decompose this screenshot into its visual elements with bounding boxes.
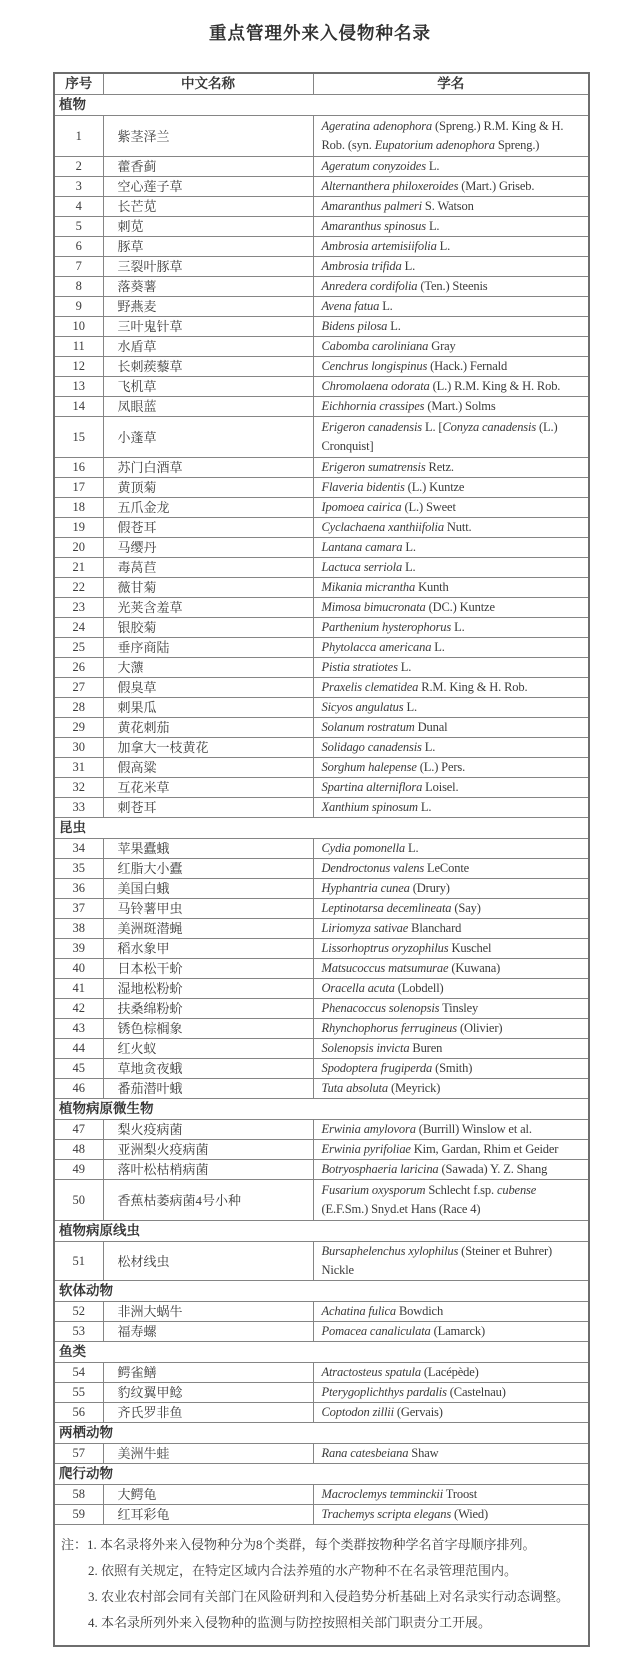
cell-chinese-name: 野燕麦	[103, 297, 313, 317]
cell-scientific-name: Solanum rostratum Dunal	[313, 718, 589, 738]
note-line: 注：1. 本名录将外来入侵物种分为8个类群，每个类群按物种学名首字母顺序排列。	[61, 1537, 536, 1552]
notes-cell	[54, 1525, 589, 1647]
cell-scientific-name: Ageratum conyzoides L.	[313, 157, 589, 177]
species-row	[54, 1403, 589, 1423]
cell-scientific-name: Tuta absoluta (Meyrick)	[313, 1079, 589, 1099]
cell-chinese-name: 长芒苋	[103, 197, 313, 217]
cell-chinese-name: 亚洲梨火疫病菌	[103, 1140, 313, 1160]
cell-chinese-name: 三叶鬼针草	[103, 317, 313, 337]
cell-chinese-name: 稻水象甲	[103, 939, 313, 959]
species-row	[54, 1059, 589, 1079]
cell-serial-number: 6	[54, 237, 103, 257]
species-row	[54, 839, 589, 859]
cell-scientific-name: Dendroctonus valens LeConte	[313, 859, 589, 879]
species-row	[54, 397, 589, 417]
species-row	[54, 177, 589, 197]
species-row	[54, 718, 589, 738]
section-label: 爬行动物	[54, 1464, 589, 1485]
cell-chinese-name: 黄花刺茄	[103, 718, 313, 738]
species-row	[54, 658, 589, 678]
species-row	[54, 859, 589, 879]
page-title: 重点管理外来入侵物种名录	[209, 23, 431, 43]
species-row	[54, 1383, 589, 1403]
cell-serial-number: 7	[54, 257, 103, 277]
cell-scientific-name: Cabomba caroliniana Gray	[313, 337, 589, 357]
cell-scientific-name: Solenopsis invicta Buren	[313, 1039, 589, 1059]
cell-scientific-name: Xanthium spinosum L.	[313, 798, 589, 818]
cell-chinese-name: 刺苍耳	[103, 798, 313, 818]
species-row	[54, 1444, 589, 1464]
cell-serial-number: 38	[54, 919, 103, 939]
species-row	[54, 458, 589, 478]
cell-scientific-name: Erigeron canadensis L. [Conyza canadensis (L.) Cronquist]	[313, 417, 589, 458]
section-row	[54, 1221, 589, 1242]
cell-chinese-name: 美国白蛾	[103, 879, 313, 899]
cell-chinese-name: 小蓬草	[103, 417, 313, 458]
cell-scientific-name: Amaranthus spinosus L.	[313, 217, 589, 237]
cell-chinese-name: 马铃薯甲虫	[103, 899, 313, 919]
cell-scientific-name: Rana catesbeiana Shaw	[313, 1444, 589, 1464]
species-row	[54, 758, 589, 778]
cell-serial-number: 10	[54, 317, 103, 337]
cell-serial-number: 37	[54, 899, 103, 919]
cell-serial-number: 44	[54, 1039, 103, 1059]
section-label: 植物	[54, 95, 589, 116]
cell-serial-number: 13	[54, 377, 103, 397]
cell-serial-number: 2	[54, 157, 103, 177]
cell-scientific-name: Amaranthus palmeri S. Watson	[313, 197, 589, 217]
species-row	[54, 478, 589, 498]
cell-chinese-name: 苹果蠹蛾	[103, 839, 313, 859]
cell-scientific-name: Coptodon zillii (Gervais)	[313, 1403, 589, 1423]
species-row	[54, 778, 589, 798]
cell-chinese-name: 苏门白酒草	[103, 458, 313, 478]
cell-chinese-name: 大鳄龟	[103, 1485, 313, 1505]
species-row	[54, 1302, 589, 1322]
cell-serial-number: 52	[54, 1302, 103, 1322]
species-row	[54, 257, 589, 277]
cell-serial-number: 12	[54, 357, 103, 377]
cell-scientific-name: Trachemys scripta elegans (Wied)	[313, 1505, 589, 1525]
cell-scientific-name: Spartina alterniflora Loisel.	[313, 778, 589, 798]
cell-scientific-name: Sorghum halepense (L.) Pers.	[313, 758, 589, 778]
cell-scientific-name: Macroclemys temminckii Troost	[313, 1485, 589, 1505]
cell-scientific-name: Erwinia amylovora (Burrill) Winslow et al.	[313, 1120, 589, 1140]
species-row	[54, 919, 589, 939]
cell-chinese-name: 齐氏罗非鱼	[103, 1403, 313, 1423]
cell-chinese-name: 假苍耳	[103, 518, 313, 538]
cell-scientific-name: Solidago canadensis L.	[313, 738, 589, 758]
note-line: 4. 本名录所列外来入侵物种的监测与防控按照相关部门职责分工开展。	[88, 1615, 492, 1630]
cell-scientific-name: Alternanthera philoxeroides (Mart.) Griseb.	[313, 177, 589, 197]
section-row	[54, 1464, 589, 1485]
cell-chinese-name: 松材线虫	[103, 1242, 313, 1281]
cell-chinese-name: 飞机草	[103, 377, 313, 397]
cell-scientific-name: Leptinotarsa decemlineata (Say)	[313, 899, 589, 919]
cell-serial-number: 46	[54, 1079, 103, 1099]
species-row	[54, 1485, 589, 1505]
cell-serial-number: 55	[54, 1383, 103, 1403]
cell-chinese-name: 加拿大一枝黄花	[103, 738, 313, 758]
cell-scientific-name: Chromolaena odorata (L.) R.M. King & H. Rob.	[313, 377, 589, 397]
cell-chinese-name: 鳄雀鳝	[103, 1363, 313, 1383]
cell-scientific-name: Sicyos angulatus L.	[313, 698, 589, 718]
cell-scientific-name: Achatina fulica Bowdich	[313, 1302, 589, 1322]
cell-scientific-name: Fusarium oxysporum Schlecht f.sp. cubense (E.F.Sm.) Snyd.et Hans (Race 4)	[313, 1180, 589, 1221]
cell-chinese-name: 长刺蒺藜草	[103, 357, 313, 377]
cell-scientific-name: Ageratina adenophora (Spreng.) R.M. King & H. Rob. (syn. Eupatorium adenophora Spreng.)	[313, 116, 589, 157]
species-row	[54, 598, 589, 618]
cell-serial-number: 18	[54, 498, 103, 518]
species-row	[54, 297, 589, 317]
cell-chinese-name: 黄顶菊	[103, 478, 313, 498]
cell-serial-number: 59	[54, 1505, 103, 1525]
column-header-scientific-name: 学名	[313, 73, 589, 95]
cell-scientific-name: Erwinia pyrifoliae Kim, Gardan, Rhim et Geider	[313, 1140, 589, 1160]
species-row	[54, 357, 589, 377]
cell-chinese-name: 红火蚁	[103, 1039, 313, 1059]
cell-serial-number: 25	[54, 638, 103, 658]
cell-serial-number: 36	[54, 879, 103, 899]
column-header-serial-number: 序号	[54, 73, 103, 95]
species-row	[54, 1120, 589, 1140]
cell-serial-number: 51	[54, 1242, 103, 1281]
species-row	[54, 217, 589, 237]
section-row	[54, 95, 589, 116]
cell-serial-number: 50	[54, 1180, 103, 1221]
cell-scientific-name: Hyphantria cunea (Drury)	[313, 879, 589, 899]
cell-serial-number: 24	[54, 618, 103, 638]
species-row	[54, 1505, 589, 1525]
cell-serial-number: 41	[54, 979, 103, 999]
cell-scientific-name: Phytolacca americana L.	[313, 638, 589, 658]
section-label: 两栖动物	[54, 1423, 589, 1444]
cell-chinese-name: 红耳彩龟	[103, 1505, 313, 1525]
table-header	[54, 73, 589, 95]
cell-scientific-name: Pomacea canaliculata (Lamarck)	[313, 1322, 589, 1342]
species-row	[54, 277, 589, 297]
species-row	[54, 999, 589, 1019]
species-row	[54, 1019, 589, 1039]
cell-serial-number: 47	[54, 1120, 103, 1140]
cell-scientific-name: Bidens pilosa L.	[313, 317, 589, 337]
cell-scientific-name: Pistia stratiotes L.	[313, 658, 589, 678]
species-row	[54, 1180, 589, 1221]
cell-serial-number: 19	[54, 518, 103, 538]
cell-chinese-name: 假臭草	[103, 678, 313, 698]
cell-serial-number: 30	[54, 738, 103, 758]
species-row	[54, 678, 589, 698]
cell-serial-number: 32	[54, 778, 103, 798]
cell-chinese-name: 水盾草	[103, 337, 313, 357]
notes-row	[54, 1525, 589, 1647]
species-row	[54, 317, 589, 337]
cell-chinese-name: 银胶菊	[103, 618, 313, 638]
cell-scientific-name: Bursaphelenchus xylophilus (Steiner et Buhrer) Nickle	[313, 1242, 589, 1281]
species-row	[54, 1039, 589, 1059]
cell-chinese-name: 美洲斑潜蝇	[103, 919, 313, 939]
cell-serial-number: 21	[54, 558, 103, 578]
cell-chinese-name: 豚草	[103, 237, 313, 257]
species-row	[54, 1140, 589, 1160]
cell-chinese-name: 三裂叶豚草	[103, 257, 313, 277]
cell-chinese-name: 非洲大蜗牛	[103, 1302, 313, 1322]
cell-scientific-name: Atractosteus spatula (Lacépède)	[313, 1363, 589, 1383]
cell-serial-number: 57	[54, 1444, 103, 1464]
cell-chinese-name: 扶桑绵粉蚧	[103, 999, 313, 1019]
cell-serial-number: 28	[54, 698, 103, 718]
cell-chinese-name: 马缨丹	[103, 538, 313, 558]
cell-chinese-name: 凤眼蓝	[103, 397, 313, 417]
cell-chinese-name: 香蕉枯萎病菌4号小种	[103, 1180, 313, 1221]
note-line: 3. 农业农村部会同有关部门在风险研判和入侵趋势分析基础上对名录实行动态调整。	[88, 1589, 570, 1604]
cell-serial-number: 8	[54, 277, 103, 297]
cell-serial-number: 27	[54, 678, 103, 698]
species-row	[54, 1363, 589, 1383]
cell-scientific-name: Pterygoplichthys pardalis (Castelnau)	[313, 1383, 589, 1403]
cell-scientific-name: Botryosphaeria laricina (Sawada) Y. Z. Shang	[313, 1160, 589, 1180]
cell-serial-number: 40	[54, 959, 103, 979]
species-row	[54, 538, 589, 558]
cell-chinese-name: 锈色棕榈象	[103, 1019, 313, 1039]
section-row	[54, 818, 589, 839]
cell-scientific-name: Erigeron sumatrensis Retz.	[313, 458, 589, 478]
invasive-species-table	[53, 72, 590, 1647]
species-row	[54, 518, 589, 538]
cell-chinese-name: 日本松干蚧	[103, 959, 313, 979]
cell-scientific-name: Parthenium hysterophorus L.	[313, 618, 589, 638]
cell-chinese-name: 大薸	[103, 658, 313, 678]
cell-serial-number: 45	[54, 1059, 103, 1079]
cell-serial-number: 26	[54, 658, 103, 678]
species-row	[54, 417, 589, 458]
cell-serial-number: 1	[54, 116, 103, 157]
cell-scientific-name: Avena fatua L.	[313, 297, 589, 317]
cell-scientific-name: Cyclachaena xanthiifolia Nutt.	[313, 518, 589, 538]
cell-serial-number: 9	[54, 297, 103, 317]
cell-serial-number: 53	[54, 1322, 103, 1342]
cell-serial-number: 49	[54, 1160, 103, 1180]
cell-scientific-name: Lissorhoptrus oryzophilus Kuschel	[313, 939, 589, 959]
cell-serial-number: 56	[54, 1403, 103, 1423]
cell-serial-number: 31	[54, 758, 103, 778]
cell-serial-number: 58	[54, 1485, 103, 1505]
cell-serial-number: 16	[54, 458, 103, 478]
species-row	[54, 116, 589, 157]
cell-chinese-name: 福寿螺	[103, 1322, 313, 1342]
cell-chinese-name: 光荚含羞草	[103, 598, 313, 618]
section-row	[54, 1342, 589, 1363]
section-label: 软体动物	[54, 1281, 589, 1302]
cell-chinese-name: 美洲牛蛙	[103, 1444, 313, 1464]
cell-chinese-name: 五爪金龙	[103, 498, 313, 518]
species-row	[54, 618, 589, 638]
cell-serial-number: 42	[54, 999, 103, 1019]
cell-chinese-name: 草地贪夜蛾	[103, 1059, 313, 1079]
cell-chinese-name: 刺果瓜	[103, 698, 313, 718]
cell-chinese-name: 垂序商陆	[103, 638, 313, 658]
cell-serial-number: 23	[54, 598, 103, 618]
section-label: 植物病原线虫	[54, 1221, 589, 1242]
section-row	[54, 1281, 589, 1302]
cell-scientific-name: Mimosa bimucronata (DC.) Kuntze	[313, 598, 589, 618]
cell-serial-number: 54	[54, 1363, 103, 1383]
table-body	[54, 95, 589, 1647]
cell-scientific-name: Mikania micrantha Kunth	[313, 578, 589, 598]
cell-serial-number: 22	[54, 578, 103, 598]
section-row	[54, 1099, 589, 1120]
section-label: 昆虫	[54, 818, 589, 839]
cell-chinese-name: 紫茎泽兰	[103, 116, 313, 157]
cell-scientific-name: Anredera cordifolia (Ten.) Steenis	[313, 277, 589, 297]
cell-serial-number: 5	[54, 217, 103, 237]
cell-chinese-name: 互花米草	[103, 778, 313, 798]
cell-serial-number: 35	[54, 859, 103, 879]
species-row	[54, 698, 589, 718]
cell-serial-number: 14	[54, 397, 103, 417]
section-label: 鱼类	[54, 1342, 589, 1363]
species-row	[54, 1079, 589, 1099]
cell-serial-number: 43	[54, 1019, 103, 1039]
cell-scientific-name: Lantana camara L.	[313, 538, 589, 558]
species-row	[54, 798, 589, 818]
cell-chinese-name: 梨火疫病菌	[103, 1120, 313, 1140]
species-row	[54, 879, 589, 899]
cell-serial-number: 3	[54, 177, 103, 197]
cell-serial-number: 29	[54, 718, 103, 738]
cell-scientific-name: Cenchrus longispinus (Hack.) Fernald	[313, 357, 589, 377]
species-row	[54, 558, 589, 578]
cell-serial-number: 11	[54, 337, 103, 357]
cell-scientific-name: Flaveria bidentis (L.) Kuntze	[313, 478, 589, 498]
cell-scientific-name: Matsucoccus matsumurae (Kuwana)	[313, 959, 589, 979]
cell-scientific-name: Ambrosia artemisiifolia L.	[313, 237, 589, 257]
cell-chinese-name: 藿香蓟	[103, 157, 313, 177]
species-row	[54, 237, 589, 257]
cell-serial-number: 33	[54, 798, 103, 818]
cell-chinese-name: 番茄潜叶蛾	[103, 1079, 313, 1099]
species-row	[54, 899, 589, 919]
cell-scientific-name: Ipomoea cairica (L.) Sweet	[313, 498, 589, 518]
cell-scientific-name: Phenacoccus solenopsis Tinsley	[313, 999, 589, 1019]
cell-serial-number: 39	[54, 939, 103, 959]
cell-scientific-name: Cydia pomonella L.	[313, 839, 589, 859]
header-row	[54, 73, 589, 95]
cell-chinese-name: 空心莲子草	[103, 177, 313, 197]
species-row	[54, 1242, 589, 1281]
species-row	[54, 979, 589, 999]
cell-serial-number: 15	[54, 417, 103, 458]
species-row	[54, 377, 589, 397]
cell-serial-number: 48	[54, 1140, 103, 1160]
cell-scientific-name: Oracella acuta (Lobdell)	[313, 979, 589, 999]
cell-scientific-name: Ambrosia trifida L.	[313, 257, 589, 277]
note-line: 2. 依照有关规定，在特定区域内合法养殖的水产物种不在名录管理范围内。	[88, 1563, 518, 1578]
cell-chinese-name: 湿地松粉蚧	[103, 979, 313, 999]
cell-scientific-name: Lactuca serriola L.	[313, 558, 589, 578]
cell-chinese-name: 红脂大小蠹	[103, 859, 313, 879]
species-row	[54, 1160, 589, 1180]
species-row	[54, 959, 589, 979]
section-row	[54, 1423, 589, 1444]
species-row	[54, 638, 589, 658]
cell-chinese-name: 落葵薯	[103, 277, 313, 297]
cell-chinese-name: 刺苋	[103, 217, 313, 237]
species-row	[54, 939, 589, 959]
cell-scientific-name: Praxelis clematidea R.M. King & H. Rob.	[313, 678, 589, 698]
section-label: 植物病原微生物	[54, 1099, 589, 1120]
cell-scientific-name: Spodoptera frugiperda (Smith)	[313, 1059, 589, 1079]
cell-scientific-name: Rhynchophorus ferrugineus (Olivier)	[313, 1019, 589, 1039]
column-header-chinese-name: 中文名称	[103, 73, 313, 95]
cell-serial-number: 4	[54, 197, 103, 217]
cell-chinese-name: 假高粱	[103, 758, 313, 778]
cell-serial-number: 20	[54, 538, 103, 558]
species-row	[54, 1322, 589, 1342]
species-row	[54, 157, 589, 177]
cell-scientific-name: Liriomyza sativae Blanchard	[313, 919, 589, 939]
species-row	[54, 498, 589, 518]
cell-chinese-name: 毒莴苣	[103, 558, 313, 578]
cell-chinese-name: 豹纹翼甲鲶	[103, 1383, 313, 1403]
cell-chinese-name: 落叶松枯梢病菌	[103, 1160, 313, 1180]
species-row	[54, 578, 589, 598]
cell-chinese-name: 薇甘菊	[103, 578, 313, 598]
species-row	[54, 738, 589, 758]
species-row	[54, 197, 589, 217]
cell-serial-number: 34	[54, 839, 103, 859]
cell-serial-number: 17	[54, 478, 103, 498]
cell-scientific-name: Eichhornia crassipes (Mart.) Solms	[313, 397, 589, 417]
species-row	[54, 337, 589, 357]
